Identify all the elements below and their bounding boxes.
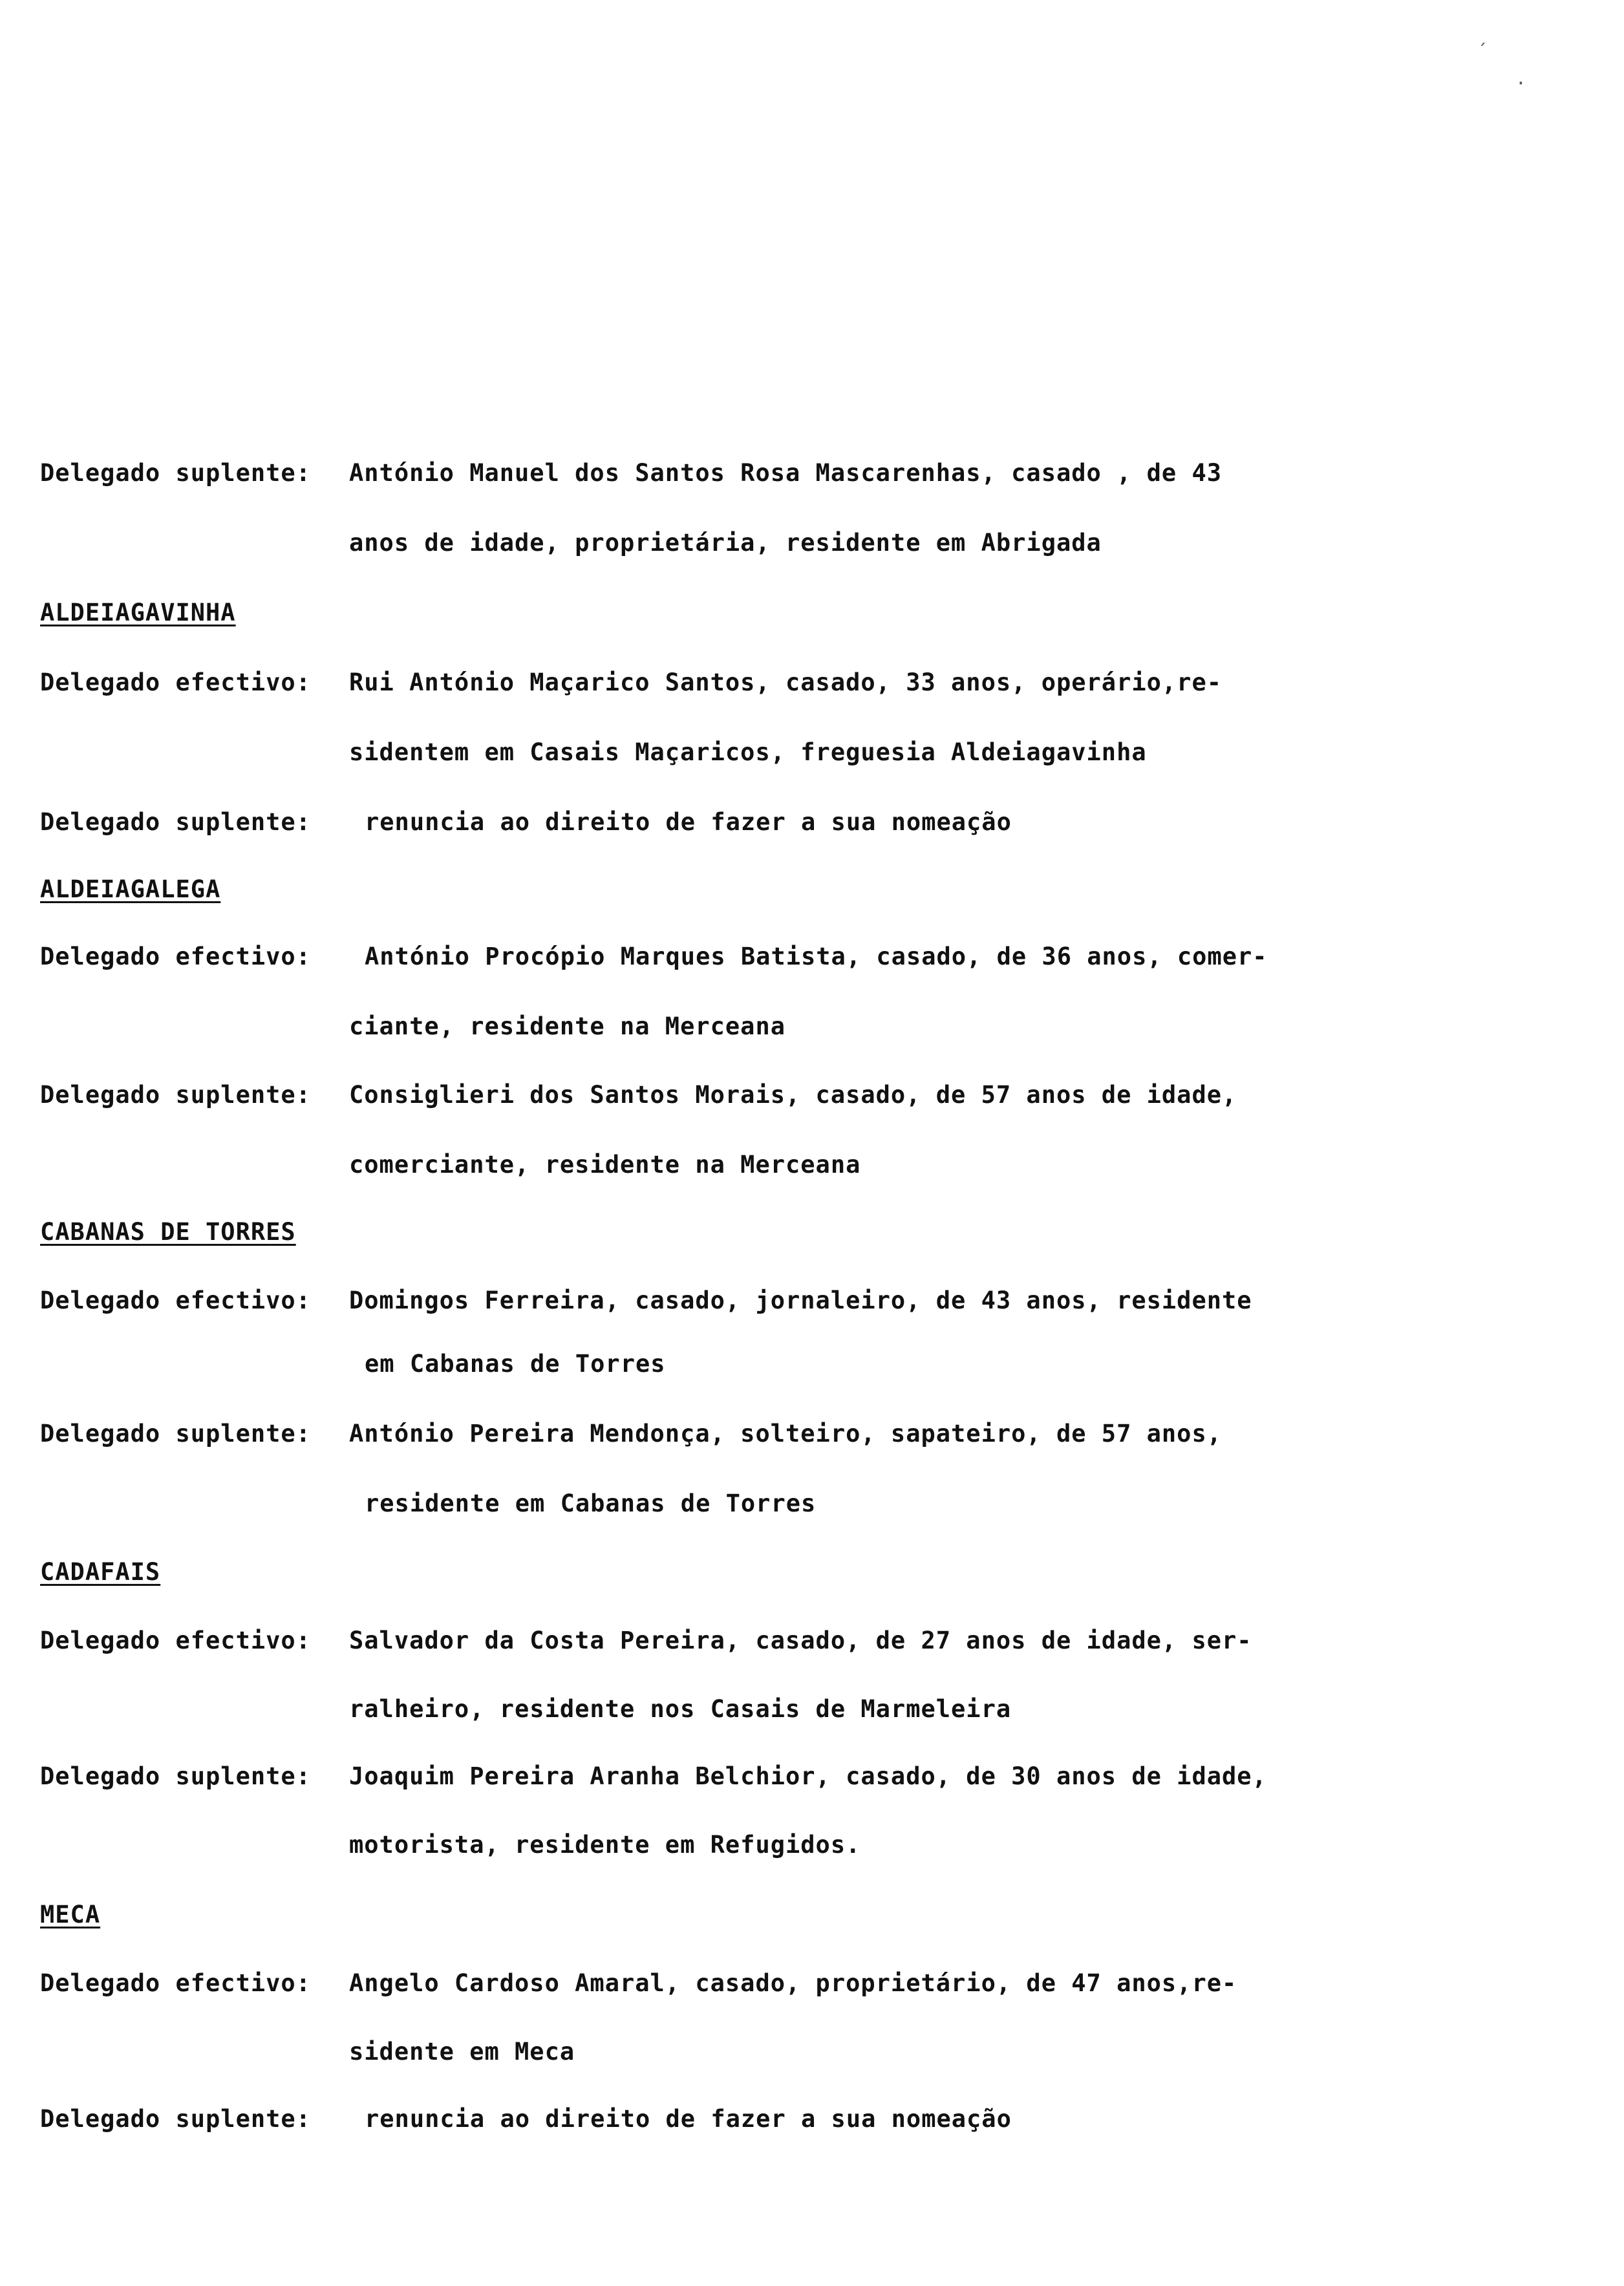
delegate-details: renuncia ao direito de fazer a sua nomeação bbox=[365, 2105, 1012, 2133]
delegate-details: António Procópio Marques Batista, casado, de 36 anos, comer- bbox=[365, 943, 1268, 970]
delegate-details: Salvador da Costa Pereira, casado, de 27 anos de idade, ser- bbox=[349, 1627, 1252, 1654]
role-label: Delegado suplente: bbox=[40, 2105, 311, 2133]
delegate-details: renuncia ao direito de fazer a sua nomeação bbox=[365, 808, 1012, 836]
delegate-details: Angelo Cardoso Amaral, casado, proprietário, de 47 anos,re- bbox=[349, 1969, 1237, 1997]
stray-mark: ´ bbox=[1477, 40, 1488, 61]
delegate-details: Joaquim Pereira Aranha Belchior, casado, de 30 anos de idade, bbox=[349, 1762, 1267, 1790]
delegate-details: Domingos Ferreira, casado, jornaleiro, de 43 anos, residente bbox=[349, 1287, 1252, 1314]
delegate-details-continued: ralheiro, residente nos Casais de Marmeleira bbox=[349, 1695, 1012, 1723]
parish-heading: MECA bbox=[40, 1901, 101, 1928]
delegate-details-continued: comerciante, residente na Merceana bbox=[349, 1151, 861, 1179]
delegate-details: Consiglieri dos Santos Morais, casado, de 57 anos de idade, bbox=[349, 1081, 1237, 1109]
parish-heading: ALDEIAGAVINHA bbox=[40, 599, 236, 626]
role-label: Delegado efectivo: bbox=[40, 1627, 311, 1654]
delegate-details-continued: ciante, residente na Merceana bbox=[349, 1012, 786, 1040]
stray-dot: · bbox=[1515, 72, 1526, 94]
role-label: Delegado efectivo: bbox=[40, 1287, 311, 1314]
role-label: Delegado suplente: bbox=[40, 459, 311, 487]
role-label: Delegado suplente: bbox=[40, 808, 311, 836]
delegate-details-continued: em Cabanas de Torres bbox=[365, 1350, 666, 1378]
role-label: Delegado efectivo: bbox=[40, 943, 311, 970]
role-label: Delegado efectivo: bbox=[40, 668, 311, 696]
role-label: Delegado suplente: bbox=[40, 1420, 311, 1447]
delegate-details: Rui António Maçarico Santos, casado, 33 anos, operário,re- bbox=[349, 668, 1223, 696]
delegate-details-continued: residente em Cabanas de Torres bbox=[365, 1490, 817, 1517]
delegate-details-continued: anos de idade, proprietária, residente em Abrigada bbox=[349, 529, 1102, 557]
parish-heading: CADAFAIS bbox=[40, 1558, 161, 1586]
role-label: Delegado efectivo: bbox=[40, 1969, 311, 1997]
delegate-details-continued: sidente em Meca bbox=[349, 2038, 575, 2066]
parish-heading: ALDEIAGALEGA bbox=[40, 875, 221, 903]
role-label: Delegado suplente: bbox=[40, 1762, 311, 1790]
role-label: Delegado suplente: bbox=[40, 1081, 311, 1109]
delegate-details: António Pereira Mendonça, solteiro, sapateiro, de 57 anos, bbox=[349, 1420, 1223, 1447]
delegate-details-continued: sidentem em Casais Maçaricos, freguesia Aldeiagavinha bbox=[349, 738, 1147, 766]
parish-heading: CABANAS DE TORRES bbox=[40, 1218, 296, 1246]
delegate-details-continued: motorista, residente em Refugidos. bbox=[349, 1831, 861, 1859]
delegate-details: António Manuel dos Santos Rosa Mascarenhas, casado , de 43 bbox=[349, 459, 1223, 487]
